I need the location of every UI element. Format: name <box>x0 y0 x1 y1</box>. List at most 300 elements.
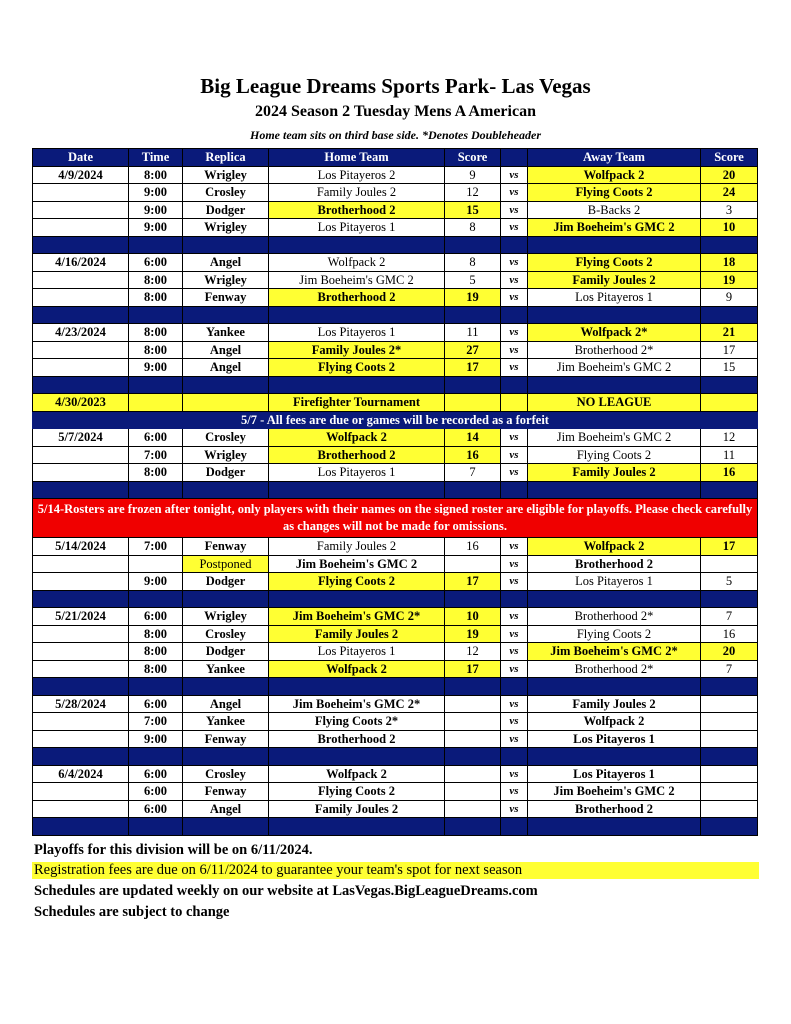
spacer-cell <box>701 818 758 836</box>
away-team-cell: Brotherhood 2 <box>528 555 701 573</box>
date-cell <box>33 573 129 591</box>
spacer-cell <box>445 236 501 254</box>
spacer-cell <box>701 678 758 696</box>
vs-cell: vs <box>501 219 528 237</box>
time-cell: 6:00 <box>129 608 183 626</box>
away-team-cell: Jim Boeheim's GMC 2 <box>528 429 701 447</box>
replica-cell: Fenway <box>183 538 269 556</box>
replica-cell <box>183 394 269 412</box>
date-cell: 5/14/2024 <box>33 538 129 556</box>
away-score-cell <box>701 730 758 748</box>
vs-cell: vs <box>501 446 528 464</box>
spacer-cell <box>528 376 701 394</box>
time-cell: 9:00 <box>129 359 183 377</box>
time-cell <box>129 555 183 573</box>
spacer-cell <box>183 306 269 324</box>
spacer-cell <box>528 590 701 608</box>
time-cell: 6:00 <box>129 429 183 447</box>
away-team-cell: Jim Boeheim's GMC 2 <box>528 219 701 237</box>
home-team-cell: Brotherhood 2 <box>269 201 445 219</box>
spacer-cell <box>33 590 129 608</box>
col-away-team: Away Team <box>528 149 701 167</box>
replica-cell: Crosley <box>183 184 269 202</box>
spacer-row <box>33 236 758 254</box>
away-team-cell: Flying Coots 2 <box>528 446 701 464</box>
home-score-cell <box>445 394 501 412</box>
home-score-cell <box>445 555 501 573</box>
notice-text: 5/7 - All fees are due or games will be recorded as a forfeit <box>33 411 758 429</box>
time-cell: 7:00 <box>129 538 183 556</box>
spacer-cell <box>501 376 528 394</box>
away-score-cell: 17 <box>701 538 758 556</box>
event-row <box>33 394 758 412</box>
notice-row <box>33 411 758 429</box>
home-team-cell: Jim Boeheim's GMC 2 <box>269 555 445 573</box>
time-cell: 7:00 <box>129 713 183 731</box>
away-score-cell: 17 <box>701 341 758 359</box>
spacer-cell <box>33 678 129 696</box>
spacer-row <box>33 748 758 766</box>
spacer-cell <box>33 818 129 836</box>
spacer-row <box>33 481 758 499</box>
replica-cell: Yankee <box>183 713 269 731</box>
away-score-cell: 18 <box>701 254 758 272</box>
schedule-table <box>32 148 758 836</box>
away-score-cell: 16 <box>701 625 758 643</box>
table-row <box>33 166 758 184</box>
replica-cell: Dodger <box>183 643 269 661</box>
home-team-cell: Family Joules 2* <box>269 341 445 359</box>
time-cell: 9:00 <box>129 201 183 219</box>
spacer-cell <box>445 306 501 324</box>
table-row <box>33 289 758 307</box>
home-team-cell: Los Pitayeros 1 <box>269 643 445 661</box>
home-score-cell <box>445 783 501 801</box>
spacer-cell <box>528 306 701 324</box>
table-row <box>33 201 758 219</box>
table-row <box>33 538 758 556</box>
vs-cell: vs <box>501 765 528 783</box>
spacer-cell <box>183 376 269 394</box>
spacer-cell <box>701 590 758 608</box>
spacer-cell <box>269 306 445 324</box>
table-row <box>33 324 758 342</box>
table-header <box>33 149 758 167</box>
vs-cell: vs <box>501 464 528 482</box>
away-team-cell: Brotherhood 2* <box>528 660 701 678</box>
spacer-cell <box>701 481 758 499</box>
home-score-cell: 16 <box>445 446 501 464</box>
home-score-cell <box>445 713 501 731</box>
date-cell <box>33 341 129 359</box>
date-cell: 5/28/2024 <box>33 695 129 713</box>
away-score-cell <box>701 394 758 412</box>
away-score-cell <box>701 555 758 573</box>
home-score-cell: 12 <box>445 184 501 202</box>
vs-cell: vs <box>501 783 528 801</box>
home-score-cell: 8 <box>445 219 501 237</box>
replica-cell: Angel <box>183 341 269 359</box>
spacer-cell <box>501 590 528 608</box>
time-cell: 6:00 <box>129 254 183 272</box>
spacer-cell <box>701 306 758 324</box>
away-team-cell: Wolfpack 2 <box>528 713 701 731</box>
vs-cell: vs <box>501 184 528 202</box>
table-row <box>33 254 758 272</box>
replica-cell: Fenway <box>183 783 269 801</box>
replica-cell: Crosley <box>183 765 269 783</box>
home-team-cell: Brotherhood 2 <box>269 289 445 307</box>
away-score-cell: 16 <box>701 464 758 482</box>
table-row <box>33 800 758 818</box>
vs-cell <box>501 394 528 412</box>
time-cell: 8:00 <box>129 464 183 482</box>
away-score-cell: 7 <box>701 608 758 626</box>
replica-cell: Angel <box>183 695 269 713</box>
table-row <box>33 219 758 237</box>
vs-cell: vs <box>501 289 528 307</box>
home-score-cell: 7 <box>445 464 501 482</box>
date-cell <box>33 219 129 237</box>
table-row <box>33 446 758 464</box>
date-cell <box>33 713 129 731</box>
home-score-cell <box>445 730 501 748</box>
date-cell <box>33 643 129 661</box>
table-row <box>33 429 758 447</box>
home-team-cell: Brotherhood 2 <box>269 446 445 464</box>
home-score-cell <box>445 765 501 783</box>
spacer-cell <box>269 590 445 608</box>
away-team-cell: Brotherhood 2 <box>528 800 701 818</box>
time-cell: 8:00 <box>129 271 183 289</box>
spacer-cell <box>183 748 269 766</box>
date-cell: 4/9/2024 <box>33 166 129 184</box>
spacer-cell <box>129 818 183 836</box>
time-cell: 6:00 <box>129 800 183 818</box>
home-score-cell: 19 <box>445 289 501 307</box>
home-score-cell: 17 <box>445 359 501 377</box>
spacer-cell <box>701 376 758 394</box>
home-team-cell: Wolfpack 2 <box>269 765 445 783</box>
date-cell <box>33 201 129 219</box>
time-cell: 8:00 <box>129 625 183 643</box>
date-cell <box>33 464 129 482</box>
spacer-cell <box>269 236 445 254</box>
home-score-cell: 16 <box>445 538 501 556</box>
spacer-cell <box>183 236 269 254</box>
schedule-note: Home team sits on third base side. *Denotes Doubleheader <box>250 128 541 142</box>
time-cell: 8:00 <box>129 660 183 678</box>
page-subtitle: 2024 Season 2 Tuesday Mens A American <box>255 103 536 120</box>
away-score-cell: 20 <box>701 166 758 184</box>
table-row <box>33 184 758 202</box>
away-team-cell: Flying Coots 2 <box>528 254 701 272</box>
away-team-cell: Los Pitayeros 1 <box>528 573 701 591</box>
replica-cell: Crosley <box>183 429 269 447</box>
spacer-cell <box>33 236 129 254</box>
vs-cell: vs <box>501 573 528 591</box>
vs-cell: vs <box>501 359 528 377</box>
away-score-cell: 7 <box>701 660 758 678</box>
home-team-cell: Jim Boeheim's GMC 2 <box>269 271 445 289</box>
vs-cell: vs <box>501 730 528 748</box>
spacer-cell <box>501 818 528 836</box>
away-team-cell: Los Pitayeros 1 <box>528 289 701 307</box>
spacer-cell <box>129 236 183 254</box>
home-team-cell: Los Pitayeros 2 <box>269 166 445 184</box>
alert-row <box>33 499 758 538</box>
home-team-cell: Flying Coots 2 <box>269 359 445 377</box>
table-row <box>33 555 758 573</box>
time-cell: 6:00 <box>129 783 183 801</box>
time-cell: 9:00 <box>129 219 183 237</box>
date-cell: 4/30/2023 <box>33 394 129 412</box>
replica-cell: Wrigley <box>183 219 269 237</box>
vs-cell: vs <box>501 643 528 661</box>
away-team-cell: Flying Coots 2 <box>528 184 701 202</box>
spacer-cell <box>129 306 183 324</box>
home-team-cell: Flying Coots 2 <box>269 783 445 801</box>
spacer-cell <box>501 481 528 499</box>
spacer-cell <box>183 481 269 499</box>
replica-cell: Yankee <box>183 660 269 678</box>
away-score-cell <box>701 713 758 731</box>
time-cell: 6:00 <box>129 695 183 713</box>
home-team-cell: Family Joules 2 <box>269 800 445 818</box>
table-row <box>33 765 758 783</box>
footer-disclaimer: Schedules are subject to change <box>34 904 230 920</box>
spacer-cell <box>183 818 269 836</box>
replica-cell: Dodger <box>183 464 269 482</box>
table-row <box>33 573 758 591</box>
away-score-cell: 5 <box>701 573 758 591</box>
spacer-cell <box>445 818 501 836</box>
spacer-cell <box>269 818 445 836</box>
vs-cell: vs <box>501 695 528 713</box>
replica-cell: Angel <box>183 359 269 377</box>
away-team-cell: Flying Coots 2 <box>528 625 701 643</box>
table-row <box>33 660 758 678</box>
spacer-cell <box>269 748 445 766</box>
replica-cell: Wrigley <box>183 608 269 626</box>
date-cell <box>33 359 129 377</box>
home-score-cell: 12 <box>445 643 501 661</box>
away-score-cell <box>701 765 758 783</box>
vs-cell: vs <box>501 254 528 272</box>
table-row <box>33 608 758 626</box>
date-cell: 6/4/2024 <box>33 765 129 783</box>
spacer-cell <box>528 748 701 766</box>
spacer-cell <box>445 748 501 766</box>
away-score-cell: 20 <box>701 643 758 661</box>
home-score-cell: 17 <box>445 573 501 591</box>
time-cell: 9:00 <box>129 184 183 202</box>
spacer-cell <box>528 678 701 696</box>
home-score-cell: 5 <box>445 271 501 289</box>
vs-cell: vs <box>501 341 528 359</box>
away-team-cell: Wolfpack 2* <box>528 324 701 342</box>
vs-cell: vs <box>501 660 528 678</box>
home-team-cell: Los Pitayeros 1 <box>269 324 445 342</box>
spacer-cell <box>129 481 183 499</box>
replica-cell: Wrigley <box>183 271 269 289</box>
home-team-cell: Jim Boeheim's GMC 2* <box>269 608 445 626</box>
spacer-cell <box>501 678 528 696</box>
spacer-cell <box>445 678 501 696</box>
home-team-cell: Los Pitayeros 1 <box>269 464 445 482</box>
table-row <box>33 783 758 801</box>
date-cell <box>33 184 129 202</box>
vs-cell: vs <box>501 538 528 556</box>
vs-cell: vs <box>501 713 528 731</box>
col-home-team: Home Team <box>269 149 445 167</box>
away-team-cell: Jim Boeheim's GMC 2 <box>528 359 701 377</box>
spacer-cell <box>33 306 129 324</box>
spacer-cell <box>701 236 758 254</box>
home-score-cell: 11 <box>445 324 501 342</box>
replica-cell: Wrigley <box>183 446 269 464</box>
page-title: Big League Dreams Sports Park- Las Vegas <box>200 74 591 98</box>
home-team-cell: Los Pitayeros 1 <box>269 219 445 237</box>
spacer-cell <box>183 678 269 696</box>
vs-cell: vs <box>501 800 528 818</box>
spacer-cell <box>33 748 129 766</box>
home-team-cell: Wolfpack 2 <box>269 254 445 272</box>
col-date: Date <box>33 149 129 167</box>
away-team-cell: Wolfpack 2 <box>528 166 701 184</box>
vs-cell: vs <box>501 271 528 289</box>
col-time: Time <box>129 149 183 167</box>
time-cell: 8:00 <box>129 166 183 184</box>
away-score-cell <box>701 800 758 818</box>
date-cell: 5/7/2024 <box>33 429 129 447</box>
replica-cell: Fenway <box>183 730 269 748</box>
footer-website: Schedules are updated weekly on our website at LasVegas.BigLeagueDreams.com <box>34 883 538 899</box>
table-row <box>33 730 758 748</box>
away-team-cell: Family Joules 2 <box>528 271 701 289</box>
spacer-row <box>33 818 758 836</box>
away-score-cell: 9 <box>701 289 758 307</box>
away-score-cell: 3 <box>701 201 758 219</box>
replica-cell: Dodger <box>183 201 269 219</box>
vs-cell: vs <box>501 201 528 219</box>
date-cell <box>33 660 129 678</box>
replica-cell: Angel <box>183 800 269 818</box>
home-score-cell: 10 <box>445 608 501 626</box>
away-team-cell: Jim Boeheim's GMC 2 <box>528 783 701 801</box>
spacer-cell <box>269 678 445 696</box>
spacer-cell <box>528 818 701 836</box>
spacer-cell <box>701 748 758 766</box>
home-score-cell: 8 <box>445 254 501 272</box>
spacer-cell <box>129 678 183 696</box>
date-cell <box>33 289 129 307</box>
home-score-cell: 17 <box>445 660 501 678</box>
away-score-cell: 19 <box>701 271 758 289</box>
vs-cell: vs <box>501 166 528 184</box>
spacer-cell <box>445 590 501 608</box>
away-team-cell: Family Joules 2 <box>528 695 701 713</box>
vs-cell: vs <box>501 429 528 447</box>
spacer-cell <box>445 481 501 499</box>
home-score-cell: 19 <box>445 625 501 643</box>
spacer-cell <box>501 306 528 324</box>
home-team-cell: Family Joules 2 <box>269 625 445 643</box>
spacer-row <box>33 306 758 324</box>
away-team-cell: Los Pitayeros 1 <box>528 730 701 748</box>
replica-cell: Fenway <box>183 289 269 307</box>
vs-cell: vs <box>501 608 528 626</box>
home-score-cell: 15 <box>445 201 501 219</box>
time-cell: 8:00 <box>129 643 183 661</box>
home-team-cell: Wolfpack 2 <box>269 660 445 678</box>
away-score-cell: 10 <box>701 219 758 237</box>
away-score-cell <box>701 783 758 801</box>
home-team-cell: Brotherhood 2 <box>269 730 445 748</box>
table-row <box>33 359 758 377</box>
home-score-cell <box>445 800 501 818</box>
away-team-cell: Wolfpack 2 <box>528 538 701 556</box>
replica-cell: Postponed <box>183 555 269 573</box>
home-team-cell: Flying Coots 2* <box>269 713 445 731</box>
date-cell: 4/16/2024 <box>33 254 129 272</box>
time-cell: 8:00 <box>129 289 183 307</box>
home-score-cell: 27 <box>445 341 501 359</box>
col-away-score: Score <box>701 149 758 167</box>
home-team-cell: Family Joules 2 <box>269 538 445 556</box>
date-cell <box>33 730 129 748</box>
away-team-cell: Jim Boeheim's GMC 2* <box>528 643 701 661</box>
time-cell: 7:00 <box>129 446 183 464</box>
table-row <box>33 695 758 713</box>
table-row <box>33 341 758 359</box>
away-score-cell <box>701 695 758 713</box>
time-cell: 9:00 <box>129 730 183 748</box>
replica-cell: Angel <box>183 254 269 272</box>
footer-playoffs: Playoffs for this division will be on 6/11/2024. <box>34 842 313 858</box>
alert-text: 5/14-Rosters are frozen after tonight, only players with their names on the signed roster are eligible for playoffs. Please check carefully as changes will not be made for omissions. <box>33 499 758 538</box>
date-cell <box>33 800 129 818</box>
away-team-cell: NO LEAGUE <box>528 394 701 412</box>
spacer-cell <box>528 481 701 499</box>
table-row <box>33 464 758 482</box>
vs-cell: vs <box>501 324 528 342</box>
spacer-cell <box>445 376 501 394</box>
spacer-row <box>33 678 758 696</box>
home-team-cell: Flying Coots 2 <box>269 573 445 591</box>
away-team-cell: B-Backs 2 <box>528 201 701 219</box>
away-team-cell: Los Pitayeros 1 <box>528 765 701 783</box>
away-score-cell: 24 <box>701 184 758 202</box>
col-home-score: Score <box>445 149 501 167</box>
vs-cell: vs <box>501 625 528 643</box>
replica-cell: Yankee <box>183 324 269 342</box>
date-cell <box>33 783 129 801</box>
spacer-cell <box>501 748 528 766</box>
spacer-row <box>33 376 758 394</box>
spacer-cell <box>33 376 129 394</box>
away-score-cell: 11 <box>701 446 758 464</box>
home-team-cell: Firefighter Tournament <box>269 394 445 412</box>
time-cell: 8:00 <box>129 324 183 342</box>
away-score-cell: 21 <box>701 324 758 342</box>
table-row <box>33 643 758 661</box>
date-cell <box>33 555 129 573</box>
spacer-cell <box>528 236 701 254</box>
date-cell: 4/23/2024 <box>33 324 129 342</box>
spacer-row <box>33 590 758 608</box>
footer-registration: Registration fees are due on 6/11/2024 to guarantee your team's spot for next season <box>32 862 759 879</box>
